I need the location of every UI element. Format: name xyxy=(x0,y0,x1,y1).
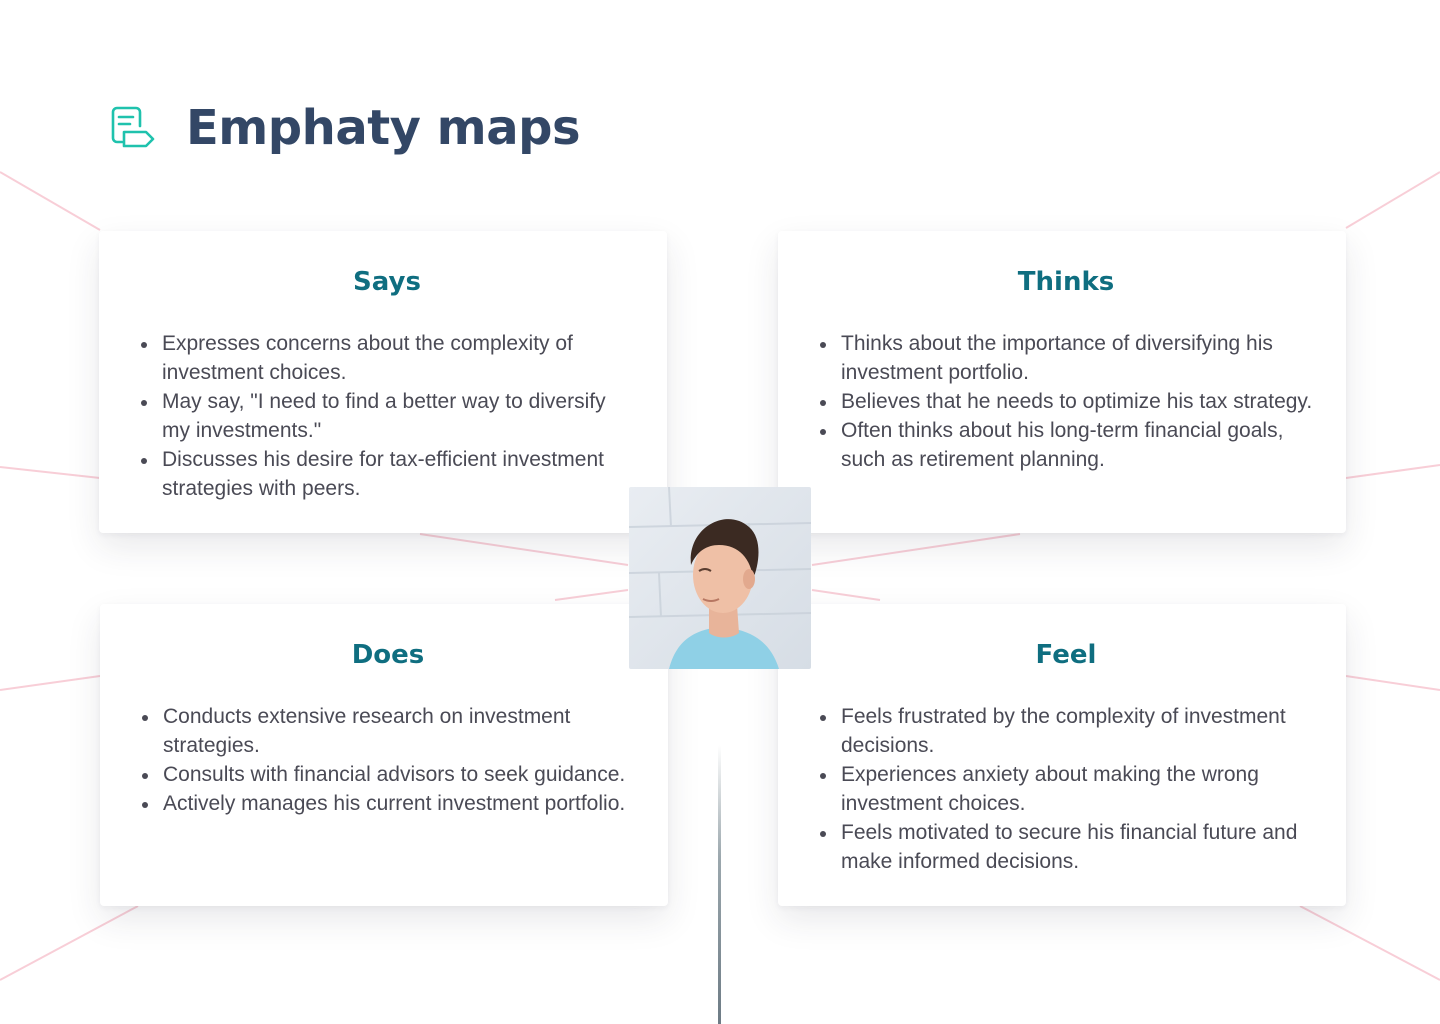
feel-card xyxy=(778,604,1346,906)
list-item: Believes that he needs to optimize his tax strategy. xyxy=(818,387,1314,416)
list-item: Often thinks about his long-term financial goals, such as retirement planning. xyxy=(818,416,1314,474)
says-list xyxy=(139,329,635,503)
vertical-divider xyxy=(718,745,721,1024)
thinks-title: Thinks xyxy=(1017,267,1115,297)
thinks-list xyxy=(818,329,1314,474)
feel-list xyxy=(818,702,1314,876)
feel-title: Feel xyxy=(1035,640,1097,670)
list-item: Feels motivated to secure his financial future and make informed decisions. xyxy=(818,818,1314,876)
does-title: Does xyxy=(351,640,425,670)
says-title: Says xyxy=(353,267,421,297)
list-item: Discusses his desire for tax-efficient investment strategies with peers. xyxy=(139,445,635,503)
says-card xyxy=(99,231,667,533)
list-item: Experiences anxiety about making the wrong investment choices. xyxy=(818,760,1314,818)
page-title: Emphaty maps xyxy=(186,100,581,156)
list-item: Thinks about the importance of diversifying his investment portfolio. xyxy=(818,329,1314,387)
list-item: Expresses concerns about the complexity of investment choices. xyxy=(139,329,635,387)
does-card xyxy=(100,604,668,906)
persona-photo xyxy=(629,487,811,669)
list-item: Actively manages his current investment portfolio. xyxy=(140,789,636,818)
persona-avatar xyxy=(629,487,811,669)
does-list xyxy=(140,702,636,818)
list-item: May say, "I need to find a better way to diversify my investments." xyxy=(139,387,635,445)
list-item: Conducts extensive research on investment strategies. xyxy=(140,702,636,760)
page-header xyxy=(110,98,580,158)
list-item: Consults with financial advisors to seek guidance. xyxy=(140,760,636,789)
list-item: Feels frustrated by the complexity of investment decisions. xyxy=(818,702,1314,760)
document-chat-icon xyxy=(110,105,156,151)
thinks-card xyxy=(778,231,1346,533)
